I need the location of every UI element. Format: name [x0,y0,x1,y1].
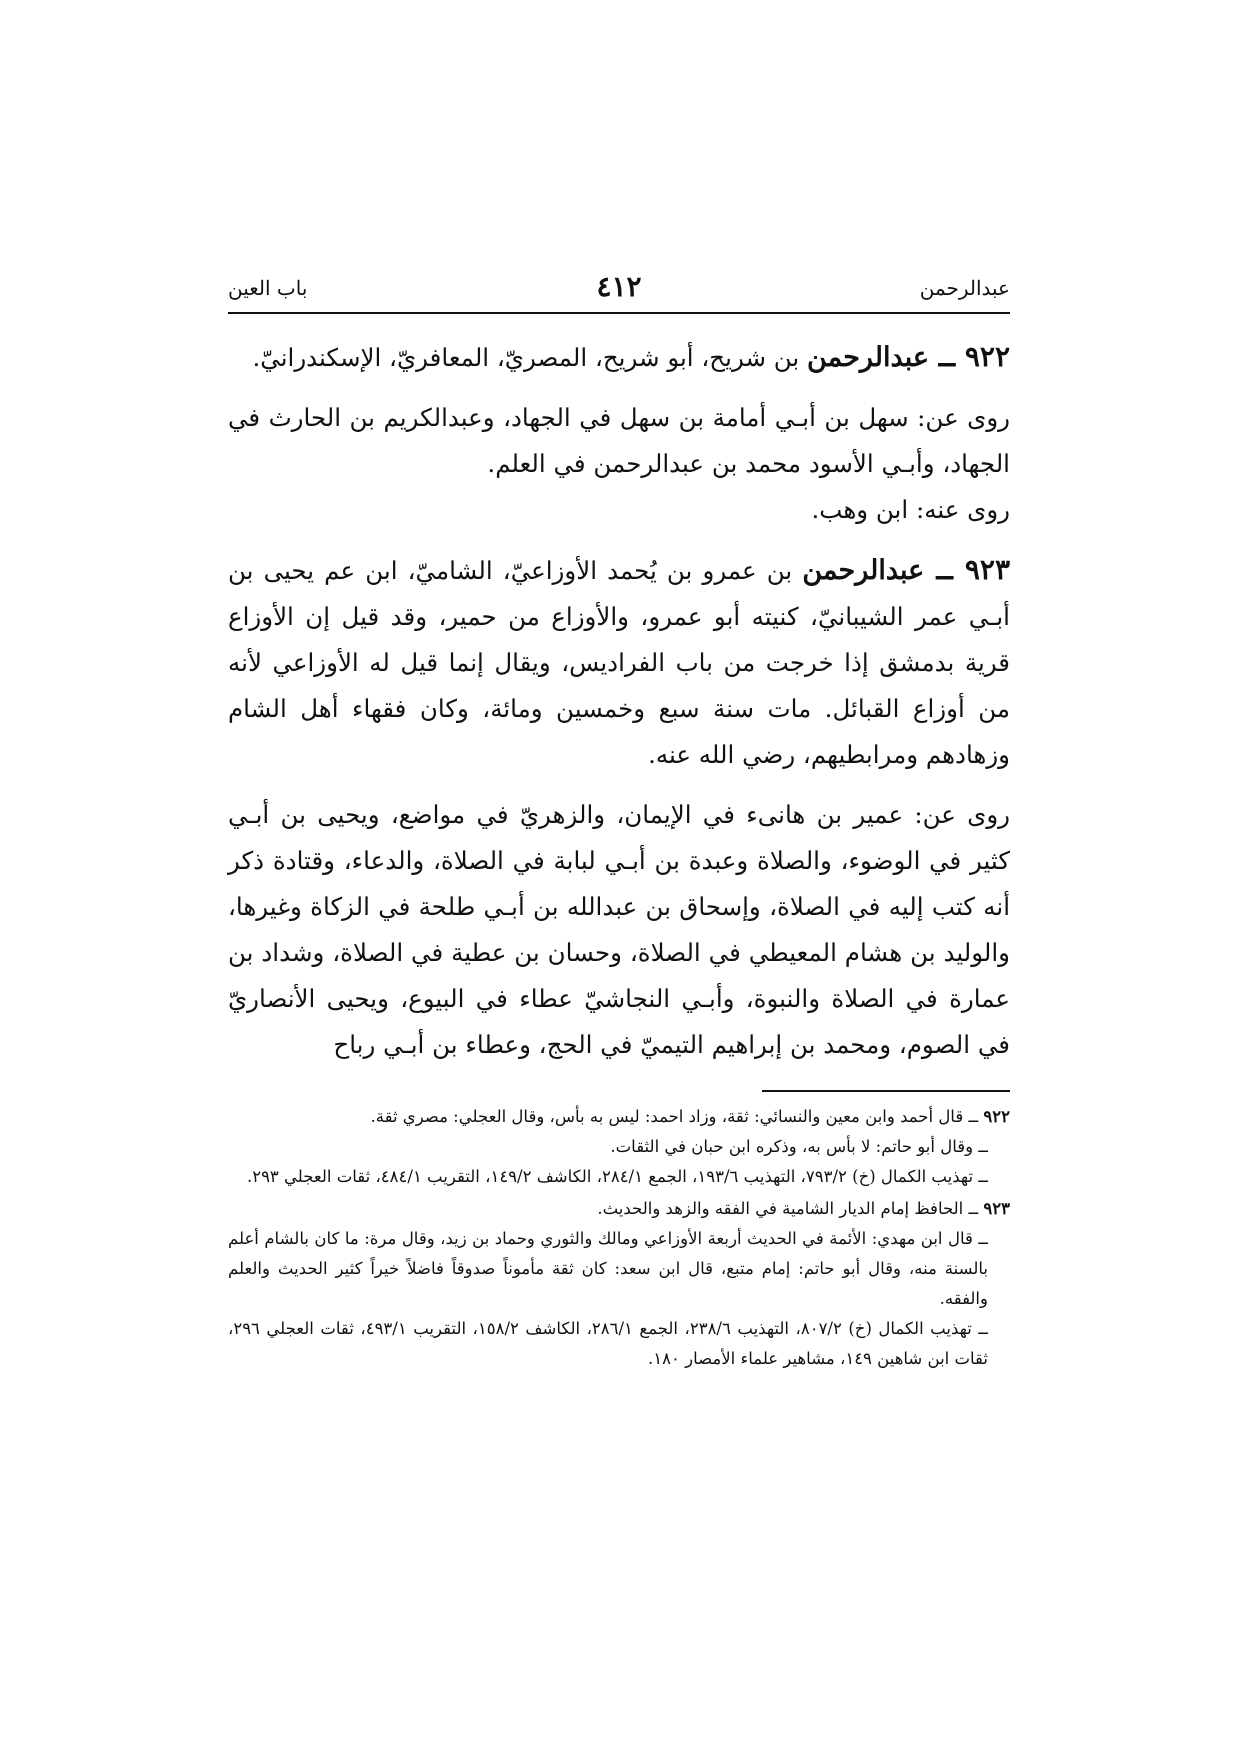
entry-number: ٩٢٢ [964,340,1010,373]
footnote-divider [762,1090,1010,1092]
entry-number: ٩٢٣ [964,553,1011,586]
entry-dash: ــ [924,553,965,586]
running-header [228,268,1010,312]
entry-heading [228,334,1010,381]
entry-heading [228,547,1010,778]
book-page [228,268,1010,1376]
narrated-from-paragraph: روى عن: سهل بن أبـي أمامة بن سهل في الجهاد، وعبدالكريم بن الحارث في الجهاد، وأبـي الأسود محمد بن عبدالرحمن في العلم. [228,403,1010,478]
entry-922 [228,334,1010,533]
narrated-by-paragraph: روى عنه: ابن وهب. [811,495,1010,524]
footnote-number: ٩٢٢ [983,1107,1010,1126]
footnote-line: ــ قال ابن مهدي: الأئمة في الحديث أربعة الأوزاعي ومالك والثوري وحماد بن زيد، وقال مرة: ما كان بالشام أعلم بالسنة منه، وقال أبو حاتم: إمام متبع، قال ابن سعد: كان ثقة مأموناً صدوقاً فاضلاً خيراً كثير الحديث والعلم والفقه. [228,1229,988,1308]
entry-dash: ــ [928,340,965,373]
entry-923 [228,547,1010,1068]
entry-name: عبدالرحمن [802,555,925,586]
footnote-number: ٩٢٣ [983,1199,1010,1218]
entry-name: عبدالرحمن [807,342,929,373]
narrated-from-paragraph: روى عن: عمير بن هانىء في الإيمان، والزهريّ في مواضع، ويحيى بن أبـي كثير في الوضوء، والصلاة وعبدة بن أبـي لبابة في الصلاة، والدعاء، وقتادة ذكر أنه كتب إليه في الصلاة، وإسحاق بن عبدالله بن أبـي طلحة في الزكاة وغيرها، والوليد بن هشام المعيطي في الصلاة، وحسان بن عطية في الصلاة، وشداد بن عمارة في الصلاة والنبوة، وأبـي النجاشيّ عطاء في البيوع، ويحيى الأنصاريّ في الصوم، ومحمد بن إبراهيم التيميّ في الحج، وعطاء بن أبـي رباح [228,800,1010,1059]
footnote-lead: قال أحمد وابن معين والنسائي: ثقة، وزاد احمد: ليس به بأس، وقال العجلي: مصري ثقة. [370,1107,964,1126]
header-chapter-title: باب العين [228,276,308,300]
footnote-line: ــ تهذيب الكمال (خ) ٨٠٧/٢، التهذيب ٢٣٨/٦، الجمع ٢٨٦/١، الكاشف ١٥٨/٢، التقريب ٤٩٣/١، ثقات العجلي ٢٩٦، ثقات ابن شاهين ١٤٩، مشاهير علماء الأمصار ١٨٠. [228,1319,988,1368]
footnote-lead: الحافظ إمام الديار الشامية في الفقه والزهد والحديث. [597,1199,964,1218]
footnotes [228,1102,1010,1374]
entry-lineage: بن شريح، أبو شريح، المصريّ، المعافريّ، الإسكندرانيّ. [252,343,808,372]
footnote-922: ٩٢٢ ــ قال أحمد وابن معين والنسائي: ثقة، وزاد احمد: ليس به بأس، وقال العجلي: مصري ثقة. ــ وقال أبو حاتم: لا بأس به، وذكره ابن حبان في الثقات. ــ تهذيب الكمال (خ) ٧٩٣/٢، التهذيب ١٩٣/٦، الجمع ٢٨٤/١، الكاشف ١٤٩/٢، التقريب ٤٨٤/١، ثقات العجلي ٢٩٣. [228,1102,1010,1192]
footnote-923: ٩٢٣ ــ الحافظ إمام الديار الشامية في الفقه والزهد والحديث. ــ قال ابن مهدي: الأئمة في الحديث أربعة الأوزاعي ومالك والثوري وحماد بن زيد، وقال مرة: ما كان بالشام أعلم بالسنة منه، وقال أبو حاتم: إمام متبع، قال ابن سعد: كان ثقة مأموناً صدوقاً فاضلاً خيراً كثير الحديث والعلم والفقه. ــ تهذيب الكمال (خ) ٨٠٧/٢، التهذيب ٢٣٨/٦، الجمع ٢٨٦/١، الكاشف ١٥٨/٢، التقريب ٤٩٣/١، ثقات العجلي ٢٩٦، ثقات ابن شاهين ١٤٩، مشاهير علماء الأمصار ١٨٠. [228,1194,1010,1374]
header-divider [228,312,1010,314]
footnote-line: ــ وقال أبو حاتم: لا بأس به، وذكره ابن حبان في الثقات. [610,1137,988,1156]
page-number: ٤١٢ [596,270,642,303]
entry-lineage: بن عمرو بن يُحمد الأوزاعيّ، الشاميّ، ابن عم يحيى بن أبـي عمر الشيبانيّ، كنيته أبو عمرو، والأوزاع من حمير، وقد قيل إن الأوزاع قرية بدمشق إذا خرجت من باب الفراديس، ويقال إنما قيل له الأوزاعي لأنه من أوزاع القبائل. مات سنة سبع وخمسين ومائة، وكان فقهاء أهل الشام وزهادهم ومرابطيهم، رضي الله عنه. [228,556,1010,769]
header-entry-name: عبدالرحمن [919,276,1010,300]
footnote-line: ــ تهذيب الكمال (خ) ٧٩٣/٢، التهذيب ١٩٣/٦، الجمع ٢٨٤/١، الكاشف ١٤٩/٢، التقريب ٤٨٤/١، ثقات العجلي ٢٩٣. [246,1167,988,1186]
